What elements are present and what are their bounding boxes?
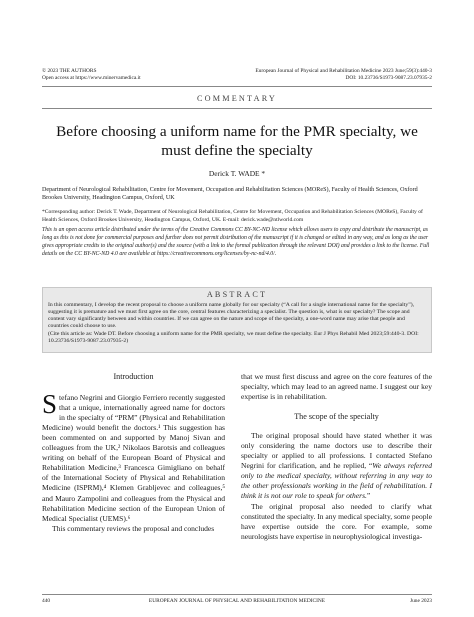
- article-title: Before choosing a uniform name for the PMR specialty, we must define the specialty: [56, 123, 418, 159]
- intro-paragraph-2: This commentary reviews the proposal and concludes: [52, 523, 215, 533]
- journal-citation: European Journal of Physical and Rehabilitation Medicine 2023 June;59(3):440-3: [255, 68, 432, 74]
- section-divider: [42, 108, 432, 109]
- author: Derick T. WADE *: [208, 169, 266, 178]
- scope-paragraph-2: The original proposal also needed to clarify what constituted the specialty. In any medical specialty, some people have expertise outside the core. For example, some neurologists have expertise in neurophysiological investiga-: [241, 501, 432, 541]
- page-number: 440: [42, 598, 51, 604]
- header-right: [255, 68, 432, 82]
- open-access-link[interactable]: Open access at https://www.minervamedica.it: [42, 75, 141, 81]
- footer-divider: [42, 594, 432, 595]
- left-column: [42, 372, 225, 534]
- drop-cap: S: [42, 389, 58, 420]
- negrini-quote: We always referred only to the medical specialty, without referring in any way to the other professionals working in the field of rehabilitation. I think it is not our role to speak for others.: [241, 461, 432, 501]
- intro-paragraph-1: [42, 389, 225, 524]
- intro-heading: Introduction: [113, 372, 154, 381]
- copyright: © 2023 THE AUTHORS: [42, 68, 97, 74]
- abstract-text: In this commentary, I develop the recent proposal to choose a uniform name globally for our specialty (“A call for a single international name for the specialty”), suggesting it is premature and we must first agree on the core, central features characterizing a specialist. The question is, what is our specialty? The scope and content vary significantly between and within countries. If we can agree on the nature and scope of the specialty, a one-word name may arise that people and countries could choose to use.: [48, 302, 415, 330]
- scope-paragraph-1: [241, 431, 432, 501]
- doi: DOI: 10.23736/S1973-9087.23.07935-2: [345, 75, 432, 81]
- intro-paragraph-1-text: tefano Negrini and Giorgio Ferriero recently suggested that a unique, internationally agreed name for doctors in the specialty of “PRM” (Physical and Rehabilitation Medicine) would benefit the doctors.¹ This suggestion has been commented on and supported by Manoj Sivan and colleagues from the UK,² Nikolaos Barotsis and colleagues writing on behalf of the European Board of Physical and Rehabilitation Medicine,³ Francesca Gimigliano on behalf of the International Society of Physical and Rehabilitation Medicine (ISPRM),⁴ Klemen Grabljevec and colleagues,⁵ and Mauro Zampolini and colleagues from the Physical and Rehabilitation Medicine section of the European Union of Medical Specialist (UEMS).⁶: [42, 393, 225, 523]
- abstract-citation: (Cite this article as: Wade DT. Before choosing a uniform name for the PMR specialty, we must define the specialty. Eur J Phys Rehabil Med 2023;59:440-3. DOI: 10.23736/S1973-9087.23.07935-2): [48, 331, 419, 345]
- license-statement: This is an open access article distributed under the terms of the Creative Commons CC BY-NC-ND license which allows users to copy and distribute the manuscript, as long as this is not done for commercial purposes and further does not permit distribution of the manuscript if it is changed or edited in any way, and as long as the user gives appropriate credits to the original author(s) and the source (with a link to the formal publication through the relevant DOI) and provides a link to the license. Full details on the CC BY-NC-ND 4.0 are available at https://creativecommons.org/licenses/by-nc-nd/4.0/.: [42, 227, 430, 257]
- corresponding-author: *Corresponding author: Derick T. Wade, Department of Neurological Rehabilitation, Centre for Movement, Occupation and Rehabilitation Sciences (MOReS), Faculty of Health Sciences, Oxford Brookes University, Headington Campus, Oxford, UK. E-mail: derick.wade@ntlworld.com: [42, 209, 423, 223]
- section-label: COMMENTARY: [196, 94, 278, 103]
- footer-date: June 2023: [409, 598, 432, 604]
- affiliation: Department of Neurological Rehabilitation, Centre for Movement, Occupation and Rehabilitation Sciences (MOReS), Faculty of Health Sciences, Oxford Brookes University, Headington Campus, Oxford, UK: [42, 187, 418, 202]
- top-divider: [42, 86, 432, 87]
- right-column: [241, 372, 432, 542]
- abstract-title: ABSTRACT: [206, 290, 268, 299]
- quote-close: ”: [366, 491, 371, 501]
- scope-paragraph-1-text: The original proposal should have stated whether it was only considering the name doctors use to describe their specialty or applied to all professions. I contacted Stefano Negrini for clarification, and he replied, “: [241, 431, 432, 471]
- header-left: [42, 68, 141, 82]
- right-paragraph-1: that we must first discuss and agree on the core features of the specialty, which may lead to an agreed name. I suggest our key expertise is in rehabilitation.: [241, 372, 432, 402]
- footer-journal: EUROPEAN JOURNAL OF PHYSICAL AND REHABILITATION MEDICINE: [148, 598, 326, 604]
- scope-heading: The scope of the specialty: [294, 412, 379, 422]
